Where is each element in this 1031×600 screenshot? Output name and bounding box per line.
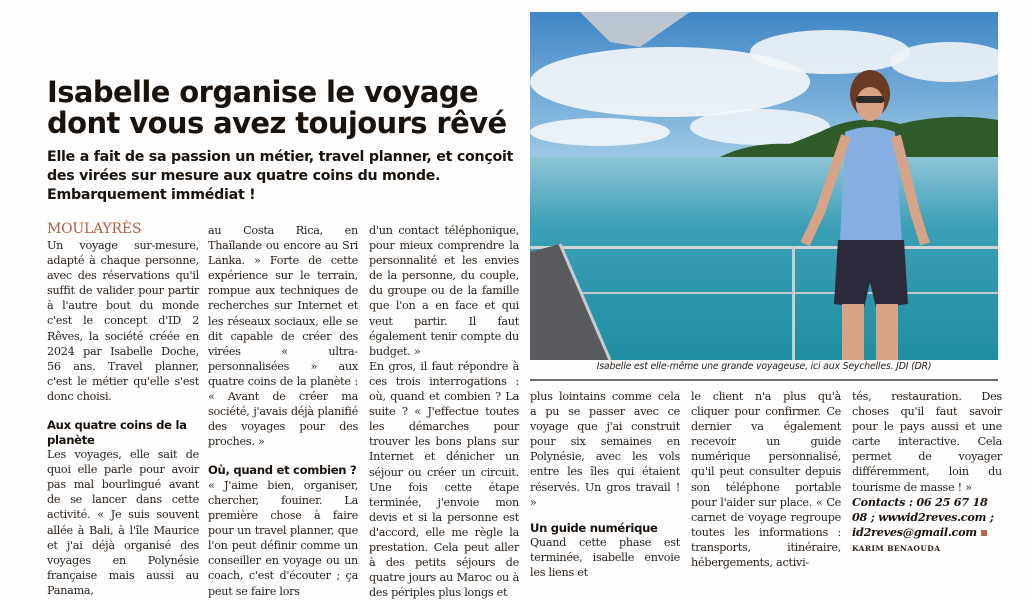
- paragraph: En gros, il faut répondre à ces trois interrogations : où, quand et combien ? La suite ? « J'effectue toutes les démarches pour trouver les bons plans sur Internet et dénicher un séjour ou créer un circuit. Une fois cette étape terminée, j'envoie mon devis et si la personne est d'accord, elle me règle la prestation. Cela peut aller à des petits séjours de quatre jours au Maroc ou à des périples plus longs et: [369, 359, 519, 600]
- headline: Isabelle organise le voyage dont vous avez toujours rêvé: [47, 75, 507, 140]
- subhead: Aux quatre coins de la planète: [47, 418, 187, 447]
- paragraph: « J'aime bien, organiser, chercher, fouiner. La première chose à faire pour un travel planner, que l'on peut définir comme un conseiller en voyage ou un coach, c'est d'écouter ; ça peut se faire lors: [208, 478, 358, 598]
- paragraph: le client n'a plus qu'à cliquer pour confirmer. Ce dernier va également recevoir un guide numérique personnalisé, qu'il peut consulter depuis son téléphone portable pour l'aider sur place. « Ce carnet de voyage regroupe toutes les informations : transports, itinéraire, hébergements, activi-: [691, 390, 841, 570]
- contacts: [852, 495, 1002, 540]
- column-1: [47, 221, 199, 598]
- column-6: [852, 389, 1002, 556]
- column-5: [691, 389, 841, 570]
- article-photo: [530, 12, 998, 360]
- paragraph: plus lointains comme cela a pu se passer avec ce voyage que j'ai construit pour six semaines en Polynésie, avec les vols entre les îles qui étaient réservés. Un gros travail ! »: [530, 390, 680, 509]
- standfirst: Elle a fait de sa passion un métier, travel planner, et conçoit des virées sur mesure aux quatre coins du monde. Embarquement immédiat !: [47, 149, 514, 203]
- dateline: MOULAYRÈS: [47, 221, 142, 237]
- author-byline: KARIM BENAOUDA: [852, 543, 941, 553]
- contacts-text: Contacts : 06 25 67 18 08 ; wwwid2reves.com ; id2reves@gmail.com: [852, 494, 994, 539]
- subhead: Un guide numérique: [530, 520, 658, 535]
- end-mark-icon: [981, 530, 987, 536]
- paragraph: tés, restauration. Des choses qu'il faut savoir pour le pays aussi et une carte interactive. Cela permet de voyager différemment, loin du tourisme de masse ! »: [852, 390, 1002, 494]
- column-2: [208, 223, 358, 599]
- paragraph: Les voyages, elle sait de quoi elle parle pour avoir pas mal bourlingué avant de se lancer dans cette activité. « Je suis souvent allée à Bali, à l'île Maurice et j'ai déjà organisé des voyages en Polynésie française mais aussi au Panama,: [47, 448, 199, 597]
- paragraph: Un voyage sur-mesure, adapté à chaque personne, avec des réservations qu'il suffit de valider pour partir à l'autre bout du monde c'est le concept d'ID 2 Rêves, la société créée en 2024 par Isabelle Doche, 56 ans. Travel planner, c'est le métier qu'elle s'est donc choisi.: [47, 239, 199, 403]
- caption-divider: [530, 379, 998, 381]
- paragraph: Quand cette phase est terminée, isabelle envoie les liens et: [530, 536, 680, 580]
- paragraph: au Costa Rica, en Thaïlande ou encore au Sri Lanka. » Forte de cette expérience sur le terrain, rompue aux techniques de recherches sur Internet et les réseaux sociaux, elle se dit capable de créer des virées « ultra-personnalisées » aux quatre coins de la planète : « Avant de créer ma société, j'avais déjà planifié des voyages pour des proches. »: [208, 224, 358, 449]
- photo-caption: Isabelle est elle-même une grande voyageuse, ici aux Seychelles. JDI (DR): [596, 361, 932, 372]
- column-3: [369, 223, 519, 600]
- subhead: Où, quand et combien ?: [208, 463, 357, 478]
- column-4: [530, 389, 680, 581]
- photo-seychelles-woman-on-boat: [530, 12, 998, 360]
- paragraph: d'un contact téléphonique, pour mieux comprendre la personnalité et les envies de la personne, du couple, du groupe ou de la famille que l'on a en face et qui veut partir. Il faut également tenir compte du budget. »: [369, 224, 519, 358]
